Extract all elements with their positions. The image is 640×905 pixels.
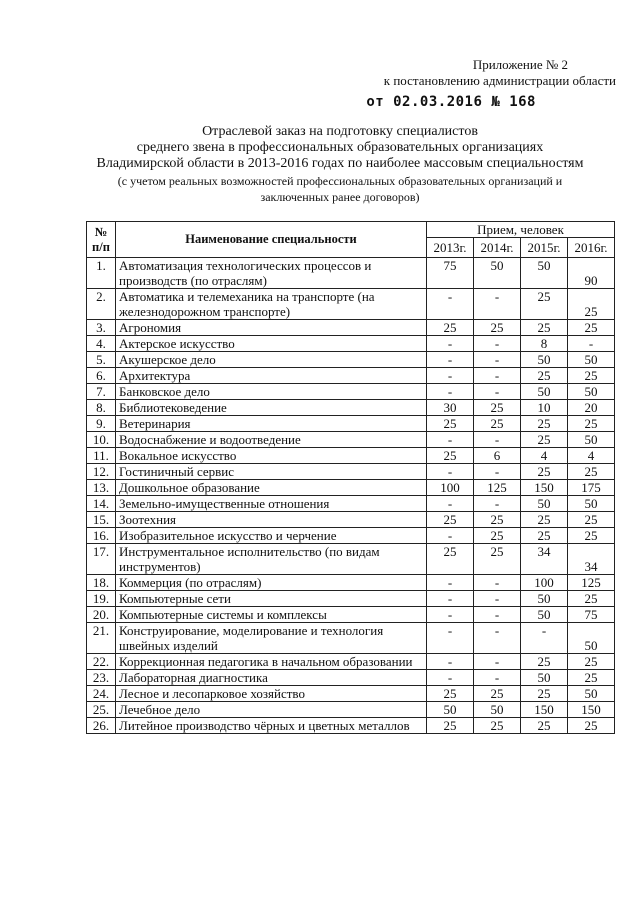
specialty-name: Автоматика и телемеханика на транспорте (на железнодорожном транспорте) (116, 289, 427, 320)
row-number: 22. (87, 654, 116, 670)
value-2016: 25 (568, 416, 615, 432)
table-row (87, 528, 615, 544)
value-2016: 150 (568, 702, 615, 718)
row-number: 19. (87, 591, 116, 607)
table-row (87, 464, 615, 480)
value-2015: 25 (521, 686, 568, 702)
value-2015: 34 (521, 544, 568, 575)
specialty-name: Вокальное искусство (116, 448, 427, 464)
table-row (87, 607, 615, 623)
table-row (87, 400, 615, 416)
row-number: 12. (87, 464, 116, 480)
table-row (87, 670, 615, 686)
appendix-number: Приложение № 2 (472, 57, 568, 72)
value-2016: 50 (568, 384, 615, 400)
value-2015: 25 (521, 416, 568, 432)
value-2016: 50 (568, 623, 615, 654)
value-2015: 4 (521, 448, 568, 464)
value-2013: 30 (427, 400, 474, 416)
value-2014: 25 (474, 718, 521, 734)
value-2016: 34 (568, 544, 615, 575)
value-2016: 175 (568, 480, 615, 496)
table-row (87, 702, 615, 718)
table-row (87, 496, 615, 512)
value-2013: - (427, 384, 474, 400)
value-2016: 25 (568, 289, 615, 320)
value-2013: - (427, 623, 474, 654)
value-2013: - (427, 496, 474, 512)
row-number: 21. (87, 623, 116, 654)
value-2015: 50 (521, 258, 568, 289)
value-2015: - (521, 623, 568, 654)
value-2015: 25 (521, 320, 568, 336)
value-2013: - (427, 368, 474, 384)
value-2016: 50 (568, 432, 615, 448)
column-header-year: 2015г. (521, 238, 568, 258)
table-row (87, 432, 615, 448)
value-2013: - (427, 352, 474, 368)
appendix-header (366, 57, 616, 110)
specialty-name: Коррекционная педагогика в начальном образовании (116, 654, 427, 670)
value-2014: - (474, 575, 521, 591)
row-number: 15. (87, 512, 116, 528)
table-row (87, 368, 615, 384)
table-row (87, 591, 615, 607)
value-2013: - (427, 575, 474, 591)
value-2015: 8 (521, 336, 568, 352)
value-2016: 90 (568, 258, 615, 289)
value-2013: - (427, 336, 474, 352)
specialty-name: Коммерция (по отраслям) (116, 575, 427, 591)
value-2016: 25 (568, 368, 615, 384)
value-2013: - (427, 607, 474, 623)
table-row (87, 320, 615, 336)
specialty-name: Изобразительное искусство и черчение (116, 528, 427, 544)
column-header-year: 2014г. (474, 238, 521, 258)
value-2016: 25 (568, 320, 615, 336)
column-header-accept: Прием, человек (427, 222, 615, 238)
specialty-name: Зоотехния (116, 512, 427, 528)
value-2013: - (427, 289, 474, 320)
specialty-name: Конструирование, моделирование и технология швейных изделий (116, 623, 427, 654)
value-2015: 25 (521, 718, 568, 734)
value-2014: 25 (474, 512, 521, 528)
row-number: 14. (87, 496, 116, 512)
value-2014: 25 (474, 528, 521, 544)
value-2016: 25 (568, 528, 615, 544)
specialty-name: Актерское искусство (116, 336, 427, 352)
value-2014: - (474, 464, 521, 480)
title-line: Владимирской области в 2013-2016 годах по наиболее массовым специальностям (96, 156, 584, 171)
specialty-name: Агрономия (116, 320, 427, 336)
decree-date-number: от 02.03.2016 № 168 (366, 94, 536, 110)
value-2014: - (474, 432, 521, 448)
value-2013: 25 (427, 320, 474, 336)
value-2014: 25 (474, 416, 521, 432)
specialty-name: Архитектура (116, 368, 427, 384)
value-2016: 50 (568, 352, 615, 368)
column-header-name: Наименование специальности (116, 222, 427, 258)
column-header-year: 2013г. (427, 238, 474, 258)
table-row (87, 686, 615, 702)
value-2014: - (474, 654, 521, 670)
value-2014: - (474, 368, 521, 384)
value-2014: - (474, 496, 521, 512)
value-2014: - (474, 289, 521, 320)
title-subline: заключенных ранее договоров) (260, 190, 420, 204)
specialty-name: Акушерское дело (116, 352, 427, 368)
specialty-name: Водоснабжение и водоотведение (116, 432, 427, 448)
row-number: 3. (87, 320, 116, 336)
value-2016: 25 (568, 670, 615, 686)
value-2015: 25 (521, 464, 568, 480)
specialty-name: Лабораторная диагностика (116, 670, 427, 686)
value-2016: 25 (568, 591, 615, 607)
value-2014: - (474, 607, 521, 623)
value-2016: 25 (568, 464, 615, 480)
row-number: 1. (87, 258, 116, 289)
value-2015: 50 (521, 591, 568, 607)
value-2013: 25 (427, 718, 474, 734)
value-2014: - (474, 670, 521, 686)
value-2013: - (427, 591, 474, 607)
row-number: 2. (87, 289, 116, 320)
value-2016: 25 (568, 718, 615, 734)
value-2016: 25 (568, 654, 615, 670)
value-2013: - (427, 670, 474, 686)
row-number: 7. (87, 384, 116, 400)
value-2015: 25 (521, 654, 568, 670)
table-row (87, 384, 615, 400)
value-2015: 25 (521, 512, 568, 528)
value-2015: 50 (521, 607, 568, 623)
row-number: 4. (87, 336, 116, 352)
value-2013: 100 (427, 480, 474, 496)
value-2014: - (474, 384, 521, 400)
value-2016: 25 (568, 512, 615, 528)
specialty-name: Банковское дело (116, 384, 427, 400)
table-row (87, 575, 615, 591)
value-2016: - (568, 336, 615, 352)
row-number: 6. (87, 368, 116, 384)
row-number: 25. (87, 702, 116, 718)
row-number: 18. (87, 575, 116, 591)
value-2013: 25 (427, 416, 474, 432)
value-2014: 50 (474, 702, 521, 718)
row-number: 10. (87, 432, 116, 448)
table-row (87, 654, 615, 670)
specialty-name: Земельно-имущественные отношения (116, 496, 427, 512)
value-2015: 50 (521, 670, 568, 686)
specialty-name: Ветеринария (116, 416, 427, 432)
value-2014: 50 (474, 258, 521, 289)
value-2014: - (474, 352, 521, 368)
row-number: 26. (87, 718, 116, 734)
value-2014: - (474, 591, 521, 607)
value-2015: 50 (521, 496, 568, 512)
row-number: 9. (87, 416, 116, 432)
value-2014: - (474, 336, 521, 352)
title-line: среднего звена в профессиональных образовательных организациях (136, 140, 544, 155)
row-number: 23. (87, 670, 116, 686)
value-2016: 4 (568, 448, 615, 464)
table-row (87, 416, 615, 432)
value-2014: - (474, 623, 521, 654)
value-2016: 75 (568, 607, 615, 623)
specialty-name: Библиотековедение (116, 400, 427, 416)
table-body (87, 258, 615, 734)
table-row (87, 512, 615, 528)
row-number: 16. (87, 528, 116, 544)
value-2015: 50 (521, 384, 568, 400)
value-2013: 25 (427, 686, 474, 702)
value-2014: 25 (474, 400, 521, 416)
specialty-name: Компьютерные системы и комплексы (116, 607, 427, 623)
specialty-name: Лечебное дело (116, 702, 427, 718)
value-2016: 50 (568, 686, 615, 702)
table-row (87, 352, 615, 368)
value-2013: 25 (427, 512, 474, 528)
specialties-table (86, 221, 615, 734)
table-row (87, 544, 615, 575)
row-number: 5. (87, 352, 116, 368)
table-row (87, 289, 615, 320)
specialty-name: Инструментальное исполнительство (по видам инструментов) (116, 544, 427, 575)
document-title (60, 124, 620, 204)
table-row (87, 258, 615, 289)
appendix-reference: к постановлению администрации области (383, 73, 616, 88)
value-2013: - (427, 432, 474, 448)
value-2014: 6 (474, 448, 521, 464)
value-2015: 150 (521, 480, 568, 496)
value-2014: 125 (474, 480, 521, 496)
value-2013: - (427, 654, 474, 670)
specialty-name: Дошкольное образование (116, 480, 427, 496)
column-header-number: № п/п (87, 222, 116, 258)
table-row (87, 336, 615, 352)
value-2016: 20 (568, 400, 615, 416)
value-2015: 10 (521, 400, 568, 416)
row-number: 17. (87, 544, 116, 575)
value-2014: 25 (474, 320, 521, 336)
title-subline: (с учетом реальных возможностей профессиональных образовательных организаций и (117, 174, 563, 188)
value-2013: 25 (427, 448, 474, 464)
value-2015: 150 (521, 702, 568, 718)
value-2016: 125 (568, 575, 615, 591)
value-2015: 25 (521, 528, 568, 544)
value-2015: 50 (521, 352, 568, 368)
table-row (87, 448, 615, 464)
specialty-name: Компьютерные сети (116, 591, 427, 607)
value-2013: 50 (427, 702, 474, 718)
row-number: 24. (87, 686, 116, 702)
title-line: Отраслевой заказ на подготовку специалистов (202, 124, 478, 139)
value-2014: 25 (474, 686, 521, 702)
specialty-name: Гостиничный сервис (116, 464, 427, 480)
value-2013: 25 (427, 544, 474, 575)
value-2013: - (427, 528, 474, 544)
row-number: 13. (87, 480, 116, 496)
row-number: 8. (87, 400, 116, 416)
value-2015: 100 (521, 575, 568, 591)
value-2015: 25 (521, 432, 568, 448)
value-2015: 25 (521, 368, 568, 384)
row-number: 20. (87, 607, 116, 623)
table-row (87, 623, 615, 654)
value-2015: 25 (521, 289, 568, 320)
value-2013: - (427, 464, 474, 480)
value-2016: 50 (568, 496, 615, 512)
specialty-name: Автоматизация технологических процессов и производств (по отраслям) (116, 258, 427, 289)
specialty-name: Лесное и лесопарковое хозяйство (116, 686, 427, 702)
row-number: 11. (87, 448, 116, 464)
value-2014: 25 (474, 544, 521, 575)
column-header-year: 2016г. (568, 238, 615, 258)
specialty-name: Литейное производство чёрных и цветных металлов (116, 718, 427, 734)
table-row (87, 480, 615, 496)
table-row (87, 718, 615, 734)
value-2013: 75 (427, 258, 474, 289)
